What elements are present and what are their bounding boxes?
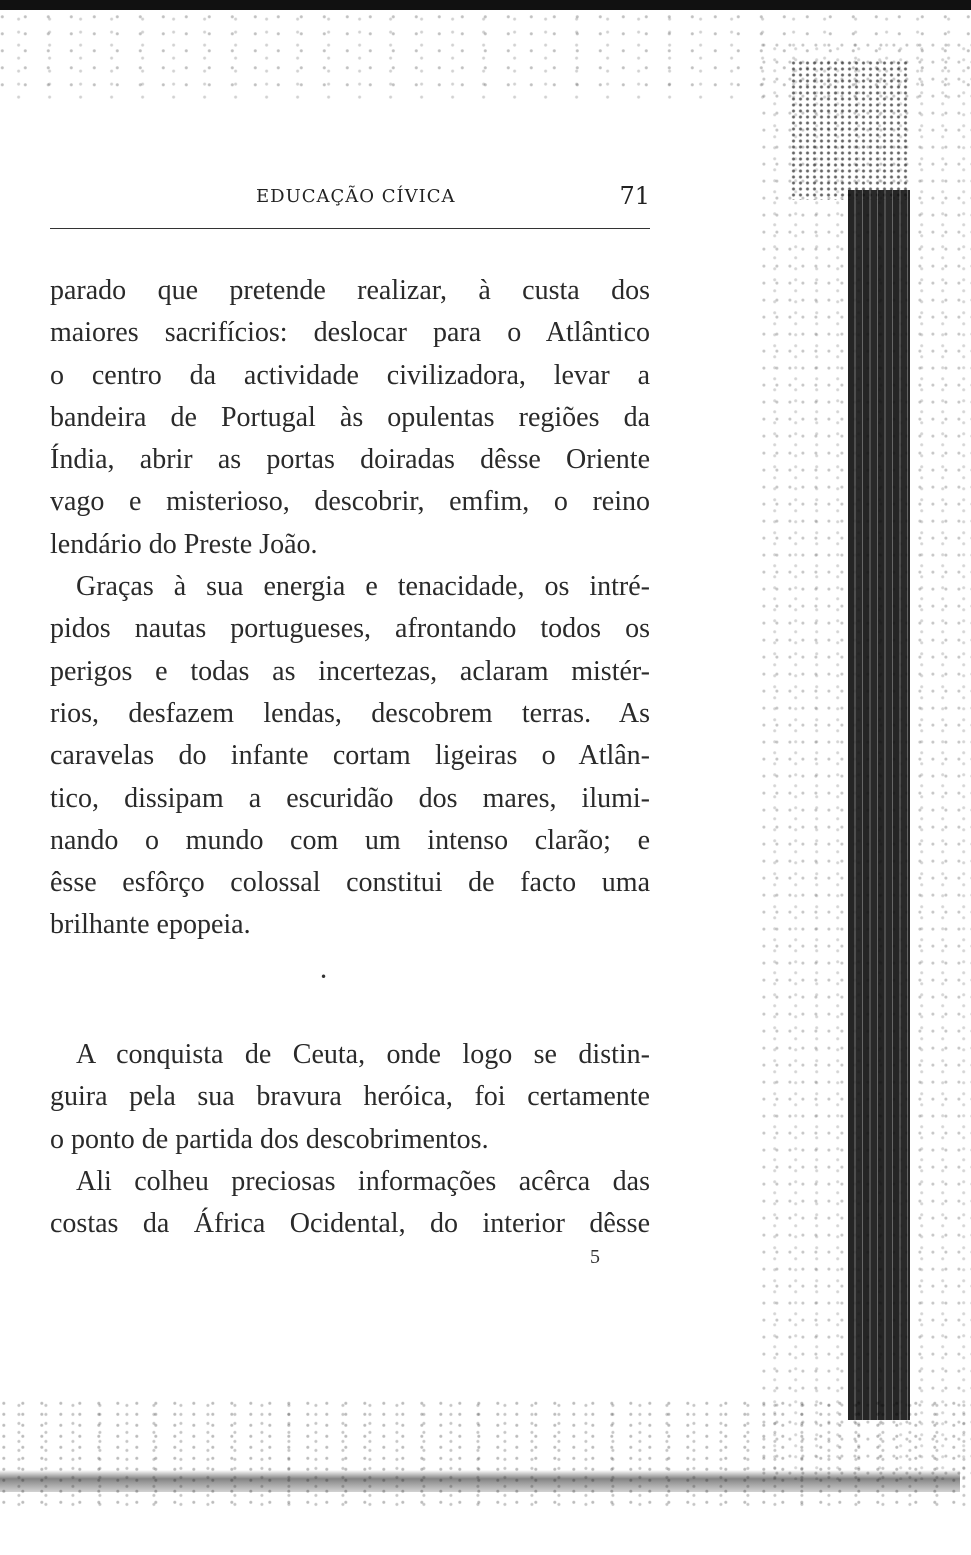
text-line: o centro da actividade civilizadora, levar a [50, 359, 650, 391]
text-line: A conquista de Ceuta, onde logo se distin- [76, 1039, 650, 1070]
text-line: êsse esfôrço colossal constitui de facto uma [50, 867, 650, 899]
page-number: 71 [619, 182, 650, 210]
text-line: bandeira de Portugal às opulentas regiões da [50, 401, 650, 433]
scan-bottom-border [0, 1470, 960, 1492]
text-line: nando o mundo com um intenso clarão; e [50, 824, 650, 856]
running-title: EDUCAÇÃO CÍVICA [256, 186, 456, 207]
scan-top-border [0, 0, 971, 10]
printer-signature: 5 [590, 1246, 600, 1268]
book-spine-shadow [848, 190, 910, 1420]
text-line: perigos e todas as incertezas, aclaram mistér- [50, 655, 650, 687]
text-line: guira pela sua bravura heróica, foi certamente [50, 1081, 650, 1113]
paragraph-block-2 [50, 1034, 650, 1245]
scan-noise-bottom [0, 1400, 971, 1510]
text-line: Ali colheu preciosas informações acêrca das [76, 1165, 650, 1197]
text-line: rios, desfazem lendas, descobrem terras. As [50, 697, 650, 729]
text-line: o ponto de partida dos descobrimentos. [50, 1123, 489, 1155]
section-separator-dot: • [320, 970, 328, 984]
text-line: pidos nautas portugueses, afrontando todos os [50, 613, 650, 645]
text-line: parado que pretende realizar, à custa dos [50, 275, 650, 306]
text-line: Índia, abrir as portas doiradas dêsse Oriente [50, 444, 650, 476]
text-line: brilhante epopeia. [50, 909, 251, 941]
text-line: tico, dissipam a escuridão dos mares, ilumi- [50, 782, 650, 814]
text-line: vago e misterioso, descobrir, emfim, o reino [50, 486, 650, 518]
scan-noise-right-top [790, 60, 910, 200]
paragraph-block-1 [50, 270, 650, 947]
text-line: maiores sacrifícios: deslocar para o Atlântico [50, 317, 650, 349]
text-line: lendário do Preste João. [50, 528, 318, 560]
running-head [50, 182, 650, 216]
text-line: costas da África Ocidental, do interior dêsse [50, 1208, 650, 1240]
header-rule [50, 228, 650, 229]
text-line: caravelas do infante cortam ligeiras o Atlân- [50, 740, 650, 772]
text-line: Graças à sua energia e tenacidade, os intré- [76, 571, 650, 603]
